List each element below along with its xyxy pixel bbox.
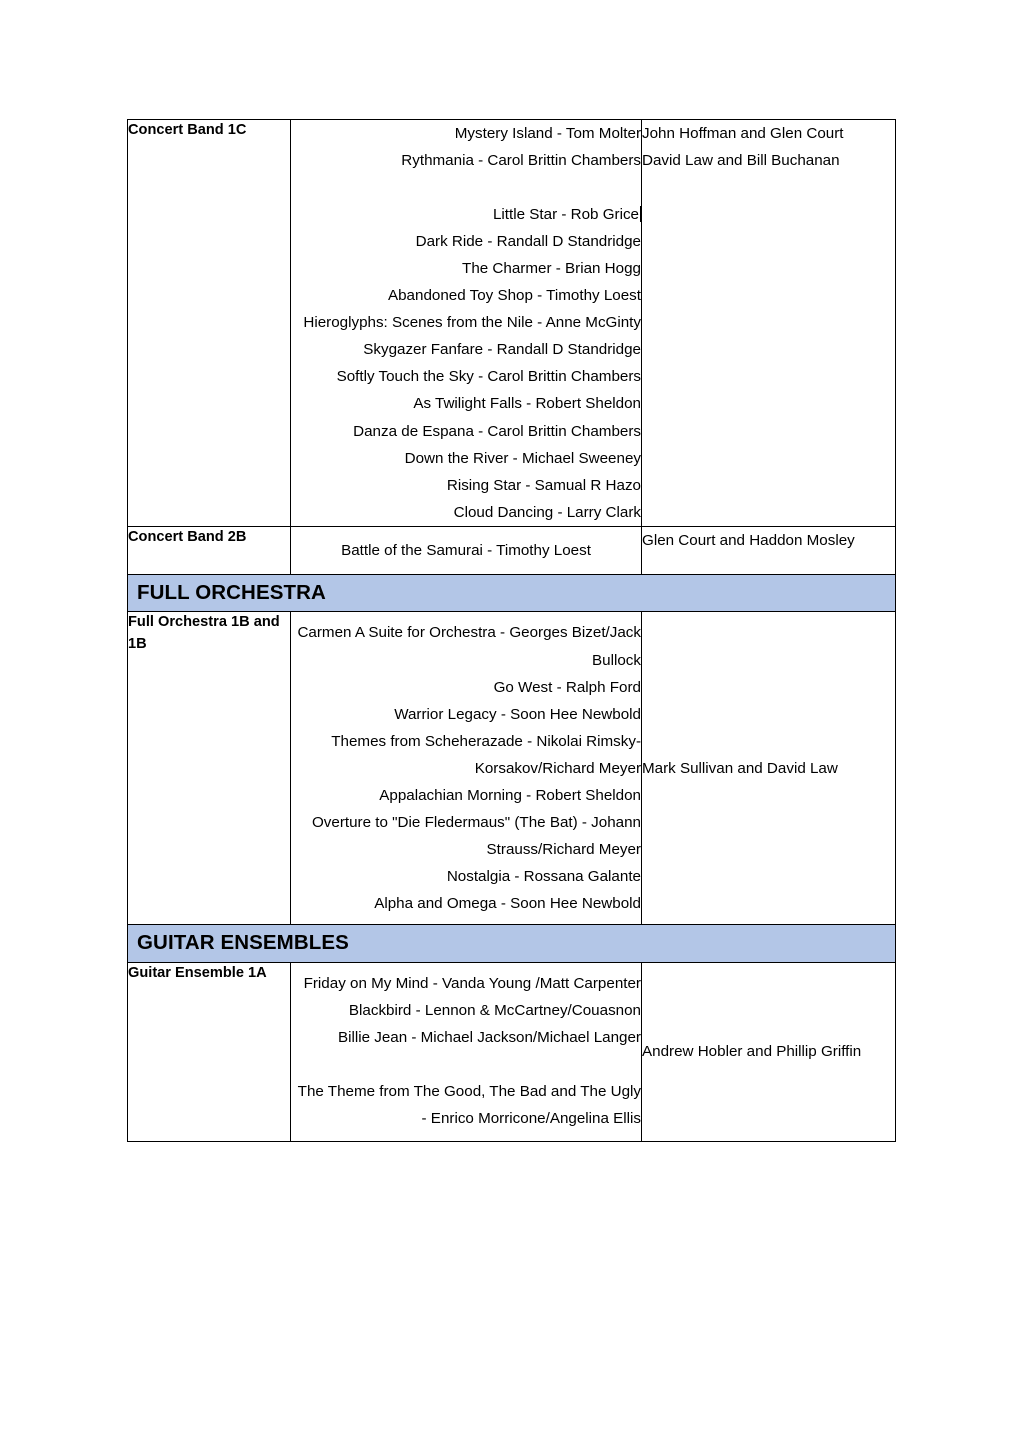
conductor-item: Mark Sullivan and David Law (642, 759, 838, 777)
repertoire-item: Dark Ride - Randall D Standridge (415, 233, 641, 251)
repertoire-item: Nostalgia - Rossana Galante (446, 867, 641, 885)
text-cursor-caret (640, 206, 641, 222)
repertoire-item: Rising Star - Samual R Hazo (446, 476, 641, 494)
conductor-item: John Hoffman and Glen Court (642, 125, 844, 142)
repertoire-item: Down the River - Michael Sweeney (404, 449, 641, 467)
ensemble-name-cell (128, 120, 291, 527)
table-row (128, 612, 896, 925)
table-row (128, 962, 896, 1141)
ensemble-repertoire-table (127, 119, 896, 1142)
repertoire-item: Danza de Espana - Carol Brittin Chambers (353, 422, 641, 440)
section-header-cell (128, 924, 896, 962)
ensemble-label: Guitar Ensemble 1A (128, 964, 267, 981)
conductors-cell (642, 962, 896, 1141)
repertoire-item-text: Little Star - Rob Grice (492, 206, 639, 224)
ensemble-name-cell (128, 526, 291, 574)
section-header-label: FULL ORCHESTRA (137, 580, 326, 604)
repertoire-item: Rythmania - Carol Brittin Chambers (401, 152, 641, 170)
conductor-item: Andrew Hobler and Phillip Griffin (642, 1043, 862, 1061)
repertoire-item: Skygazer Fanfare - Randall D Standridge (363, 341, 641, 359)
repertoire-list (291, 970, 641, 1132)
repertoire-cell (291, 612, 642, 925)
repertoire-item-editing[interactable] (291, 201, 641, 228)
repertoire-item: Softly Touch the Sky - Carol Brittin Chambers (336, 368, 641, 386)
ensemble-label: Concert Band 1C (128, 122, 247, 138)
conductors-list (642, 120, 895, 174)
ensemble-name-cell (128, 612, 291, 925)
section-header-row (128, 574, 896, 612)
ensemble-name-cell (128, 962, 291, 1141)
repertoire-item: Battle of the Samurai - Timothy Loest (341, 541, 591, 559)
repertoire-list (291, 537, 641, 564)
repertoire-cell (291, 526, 642, 574)
repertoire-item: Themes from Scheherazade - Nikolai Rimsky-Korsakov/Richard Meyer (331, 732, 641, 777)
repertoire-item: Overture to "Die Fledermaus" (The Bat) - Johann Strauss/Richard Meyer (311, 813, 641, 858)
repertoire-list (291, 120, 641, 526)
repertoire-cell (291, 120, 642, 527)
ensemble-label: Full Orchestra 1B and 1B (128, 614, 280, 652)
conductors-cell (642, 526, 896, 574)
section-header-cell (128, 574, 896, 612)
repertoire-item: Alpha and Omega - Soon Hee Newbold (374, 894, 641, 912)
repertoire-cell (291, 962, 642, 1141)
repertoire-item: Blackbird - Lennon & McCartney/Couasnon (348, 1001, 641, 1019)
table-row (128, 526, 896, 574)
section-header-row (128, 924, 896, 962)
repertoire-item: Cloud Dancing - Larry Clark (453, 503, 641, 521)
table-row (128, 120, 896, 527)
repertoire-item: Appalachian Morning - Robert Sheldon (379, 786, 641, 804)
repertoire-item: Abandoned Toy Shop - Timothy Loest (387, 287, 641, 305)
conductors-list (642, 527, 895, 554)
conductors-list (642, 755, 895, 782)
repertoire-item: The Theme from The Good, The Bad and The Ugly - Enrico Morricone/Angelina Ellis (297, 1082, 641, 1127)
repertoire-list (291, 619, 641, 917)
repertoire-item: Warrior Legacy - Soon Hee Newbold (394, 705, 641, 723)
conductor-item: Glen Court and Haddon Mosley (642, 531, 855, 549)
repertoire-item: Hieroglyphs: Scenes from the Nile - Anne McGinty (303, 314, 641, 332)
repertoire-item: Go West - Ralph Ford (493, 678, 641, 696)
repertoire-blank-line (291, 174, 641, 201)
conductor-item: David Law and Bill Buchanan (642, 152, 840, 170)
repertoire-item: Friday on My Mind - Vanda Young /Matt Carpenter (303, 974, 641, 992)
repertoire-item: Billie Jean - Michael Jackson/Michael Langer (337, 1028, 641, 1046)
repertoire-item: As Twilight Falls - Robert Sheldon (413, 395, 641, 413)
repertoire-item: Carmen A Suite for Orchestra - Georges Bizet/Jack Bullock (297, 624, 641, 669)
conductors-list (642, 1038, 895, 1065)
ensemble-label: Concert Band 2B (128, 528, 247, 545)
repertoire-item: The Charmer - Brian Hogg (462, 260, 641, 278)
repertoire-blank-line (291, 1051, 641, 1078)
section-header-label: GUITAR ENSEMBLES (137, 930, 349, 954)
conductors-cell (642, 612, 896, 925)
repertoire-item: Mystery Island - Tom Molter (454, 125, 641, 142)
conductors-cell (642, 120, 896, 527)
